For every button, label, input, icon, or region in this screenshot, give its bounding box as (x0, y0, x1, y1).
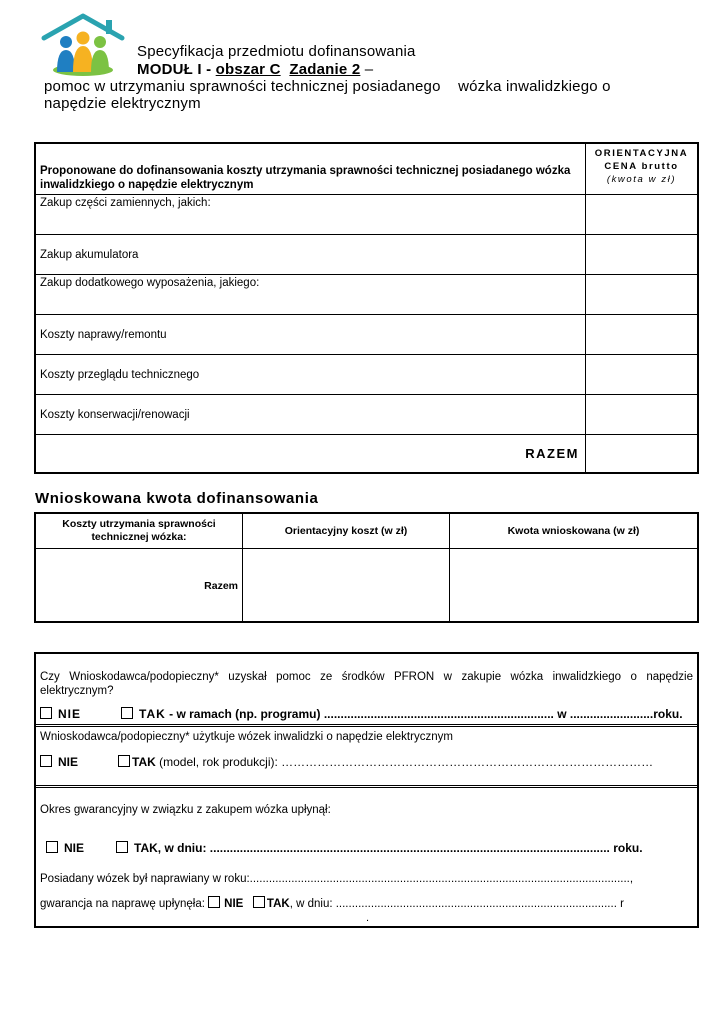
price-header-3: (kwota w zł) (606, 174, 677, 185)
module-separator: - (201, 61, 216, 78)
cost-table-header-right (586, 144, 697, 194)
checkbox-nie-2[interactable] (40, 755, 52, 767)
checkbox-nie-1[interactable] (40, 707, 52, 719)
razem-label: Razem (204, 580, 238, 592)
row-label-equipment: Zakup dodatkowego wyposażenia, jakiego: (36, 275, 586, 314)
table-row (36, 395, 697, 435)
section-title-requested-amount: Wnioskowana kwota dofinansowania (35, 490, 319, 507)
area-label: obszar C (215, 61, 281, 78)
estimated-cost-column (243, 514, 450, 621)
price-cell[interactable] (586, 395, 697, 434)
table-row (36, 275, 697, 315)
costs-column-header: Koszty utrzymania sprawności technicznej wózka: (36, 514, 242, 549)
price-header-1: ORIENTACYJNA (594, 148, 689, 159)
table-row (36, 355, 697, 395)
requested-amount-column (450, 514, 697, 621)
total-row (36, 435, 697, 472)
price-cell[interactable] (586, 235, 697, 274)
costs-column (36, 514, 243, 621)
trailing-dot: . (366, 912, 370, 924)
cost-table-header-left: Proponowane do dofinansowania koszty utrzymania sprawności technicznej posiadanego wózka inwalidzkiego o napędzie elektrycznym (36, 144, 586, 194)
table-row (36, 315, 697, 355)
model-year-field[interactable]: (model, rok produkcji): ………………………………………………………………………………… (155, 755, 654, 769)
task-dash: – (360, 61, 374, 78)
family-house-logo-icon (40, 12, 126, 76)
divider (36, 785, 697, 788)
nie-label-3: NIE (64, 841, 85, 855)
nie-label-2: NIE (58, 755, 79, 769)
nie-label-4: NIE (224, 898, 244, 910)
row-label-spare-parts: Zakup części zamiennych, jakich: (36, 195, 586, 234)
question-warranty-answer (40, 841, 693, 855)
row-label-battery: Zakup akumulatora (36, 235, 586, 274)
requested-amount-cell[interactable] (450, 549, 697, 621)
table-row (36, 235, 697, 275)
checkbox-nie-4[interactable] (208, 896, 220, 908)
tak-label-2: TAK (132, 755, 156, 769)
total-price-cell[interactable] (586, 435, 697, 472)
checkbox-tak-2[interactable] (118, 755, 130, 767)
estimated-cost-header: Orientacyjny koszt (w zł) (243, 514, 449, 549)
checkbox-tak-1[interactable] (121, 707, 133, 719)
tak-label-1: TAK (139, 707, 166, 721)
question-uses-wheelchair-answer (40, 755, 693, 769)
module-heading (137, 61, 373, 78)
subtitle-line-1: pomoc w utrzymaniu sprawności technicznej posiadanego wózka inwalidzkiego o (44, 78, 611, 95)
row-label-repair: Koszty naprawy/remontu (36, 315, 586, 354)
cost-table (34, 142, 699, 474)
requested-amount-header: Kwota wnioskowana (w zł) (450, 514, 697, 549)
repair-warranty-date-field[interactable]: , w dniu: ........................................................................................ r (289, 898, 624, 910)
warranty-date-field[interactable]: ........................................................................................................................ roku. (206, 841, 643, 855)
question-pfron-aid: Czy Wnioskodawca/podopieczny* uzyskał pomoc ze środków PFRON w zakupie wózka inwalidzkiego o napędzie elektrycznym? (40, 671, 693, 697)
total-label: RAZEM (36, 435, 586, 472)
requested-amount-table (34, 512, 699, 623)
price-header-2: CENA brutto (604, 161, 679, 172)
price-cell[interactable] (586, 275, 697, 314)
checkbox-tak-4[interactable] (253, 896, 265, 908)
repair-warranty-label: gwarancja na naprawę upłynęła: (40, 898, 205, 910)
price-cell[interactable] (586, 315, 697, 354)
row-label-maintenance: Koszty konserwacji/renowacji (36, 395, 586, 434)
subtitle-line-2: napędzie elektrycznym (44, 95, 201, 112)
tak-label-3: TAK, w dniu: (134, 841, 207, 855)
question-repair-warranty (40, 896, 693, 910)
question-warranty: Okres gwarancyjny w związku z zakupem wózka upłynął: (40, 804, 331, 816)
checkbox-tak-3[interactable] (116, 841, 128, 853)
task-label: Zadanie 2 (289, 61, 361, 78)
checkbox-nie-3[interactable] (46, 841, 58, 853)
document-title: Specyfikacja przedmiotu dofinansowania (137, 43, 416, 60)
module-label: MODUŁ I (137, 61, 202, 78)
question-pfron-answer (40, 707, 693, 721)
divider (36, 724, 697, 727)
nie-label-1: NIE (58, 707, 82, 721)
question-uses-wheelchair: Wnioskodawca/podopieczny* użytkuje wózek inwalidzki o napędzie elektrycznym (40, 731, 453, 743)
row-label-inspection: Koszty przeglądu technicznego (36, 355, 586, 394)
estimated-cost-cell[interactable] (243, 549, 449, 621)
price-cell[interactable] (586, 355, 697, 394)
table-row (36, 195, 697, 235)
price-cell[interactable] (586, 195, 697, 234)
tak-label-4: TAK (266, 898, 290, 910)
program-details: - w ramach (np. programu) ..................................................................... w .........................roku. (165, 707, 683, 721)
questions-box (34, 652, 699, 928)
cost-table-header (36, 144, 697, 195)
question-repair-year: Posiadany wózek był naprawiany w roku:......................................................................................................................., (40, 873, 634, 885)
